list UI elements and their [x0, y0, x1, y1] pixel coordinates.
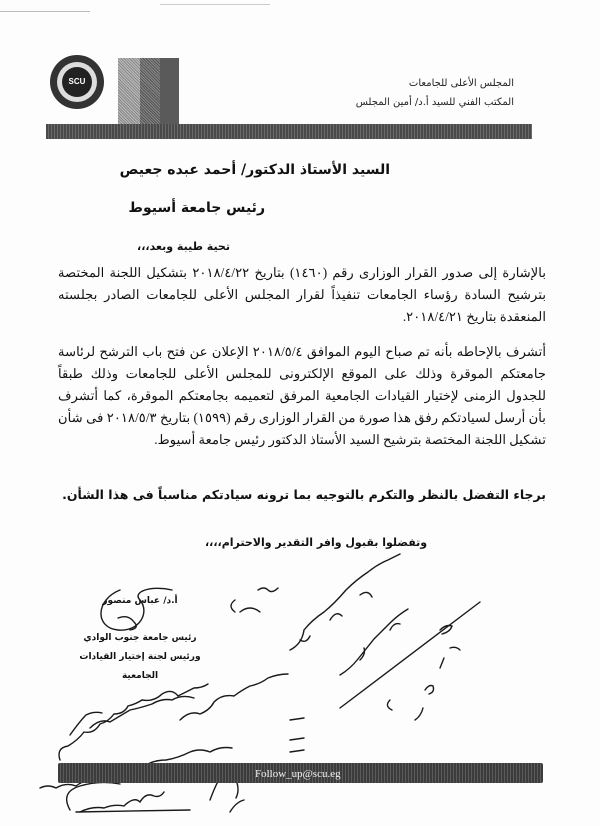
handwriting-stroke: [290, 554, 400, 650]
handwriting-stroke: [290, 750, 304, 752]
scu-logo: [50, 55, 104, 109]
signatory-title-1: رئيس جامعة جنوب الوادي: [83, 633, 197, 643]
council-name: المجلس الأعلى للجامعات: [408, 78, 514, 89]
signature-space: [70, 611, 210, 629]
handwriting-stroke: [70, 696, 194, 735]
header-decor-block: [118, 58, 140, 124]
letterhead-text: [356, 74, 514, 112]
handwriting-stroke: [300, 592, 372, 641]
handwriting-stroke: [360, 624, 400, 660]
date-underline: [76, 810, 190, 812]
handwriting-stroke: [80, 792, 164, 812]
signatory-name: أ.د/ عباس منصور: [102, 596, 178, 606]
handwriting-stroke: [258, 588, 278, 592]
header-bar: [46, 124, 532, 139]
greeting: تحية طيبة وبعد،،،: [137, 240, 230, 253]
header-decor-block: [140, 58, 160, 124]
signatory-title-2: ورئيس لجنة إختيار القيادات الجامعية: [79, 652, 201, 681]
signature-block: [70, 592, 210, 686]
logo-text: SCU: [62, 67, 92, 97]
closing-line: وتفضلوا بقبول وافر التقدير والاحترام،،،،: [205, 536, 428, 549]
handwriting-stroke: [387, 700, 392, 710]
scan-artifact-line: [160, 4, 270, 5]
scan-artifact-line: [0, 11, 90, 12]
handwriting-stroke: [340, 609, 408, 675]
addressee-title: رئيس جامعة أسيوط: [128, 200, 265, 216]
body-paragraph-2: أتشرف بالإحاطه بأنه تم صباح اليوم الموافق ٢٠١٨/٥/٤ الإعلان عن فتح باب الترشح لرئاسة جامعتكم الموقرة وذلك على الموقع الإلكترونى للمجلس الأعلى للجامعات وذلك طبقاً للجدول الزمنى لإختيار القيادات الجامعية المرفق لتعميمه بجامعتكم الموقرة، كما أتشرف بأن أرسل لسيادتكم رفق هذا صورة من القرار الوزارى رقم (١٥٩٩) بتاريخ ٢٠١٨/٥/٣ فى شأن تشكيل اللجنة المختصة بترشيح السيد الأستاذ الدكتور رئيس جامعة أسيوط.: [58, 344, 546, 447]
handwriting-stroke: [59, 684, 208, 760]
handwriting-stroke: [231, 600, 260, 612]
addressee-name: السيد الأستاذ الدكتور/ أحمد عبده جعيص: [119, 162, 390, 178]
header-decor-block: [160, 58, 179, 124]
handwriting-stroke: [67, 782, 120, 810]
handwriting-stroke: [340, 602, 480, 708]
body-paragraph-3: برجاء التفضل بالنظر والتكرم بالتوجيه بما ترونه سيادتكم مناسباً فى هذا الشأن.: [62, 487, 546, 502]
handwriting-stroke: [415, 647, 460, 720]
handwriting-stroke: [290, 738, 304, 740]
footer-email: Follow_up@scu.eg: [255, 768, 341, 780]
handwriting-stroke: [290, 718, 304, 720]
office-name: المكتب الفني للسيد أ.د/ أمين المجلس: [355, 97, 514, 108]
body-paragraph-1: بالإشارة إلى صدور القرار الوزارى رقم (١٤٦٠) بتاريخ ٢٠١٨/٤/٢٢ بتشكيل اللجنة المختصة بترشيح السادة رؤساء الجامعات تنفيذاً لقرار المجلس الأعلى للجامعات الصادر بجلسته المنعقدة بتاريخ ٢٠١٨/٤/٢١.: [58, 265, 546, 324]
handwriting-stroke: [440, 626, 452, 635]
